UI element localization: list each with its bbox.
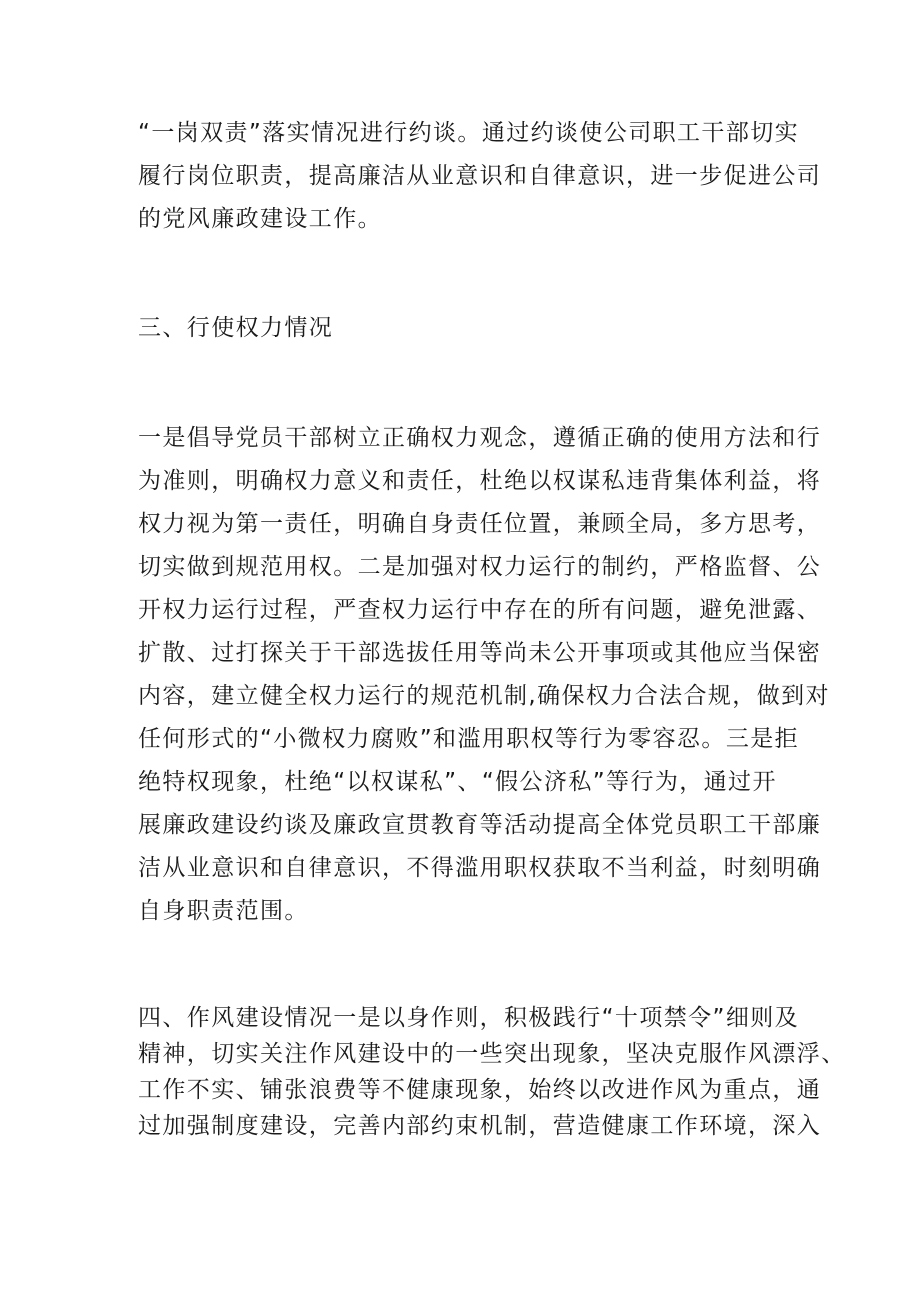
section-4-line-4: 过加强制度建设，完善内部约束机制，营造健康工作环境，深入	[138, 1113, 822, 1139]
section-4-line-2: 精神，切实关注作风建设中的一些突出现象，坚决克服作风漂浮、	[138, 1041, 846, 1067]
section-4-line-1: 四、作风建设情况一是以身作则，积极践行“十项禁令”细则及	[138, 1005, 800, 1031]
section-3-line-4: 切实做到规范用权。二是加强对权力运行的制约，严格监督、公	[138, 554, 822, 580]
section-3-line-8: 任何形式的“小微权力腐败”和滥用职权等行为零容忍。三是拒	[138, 726, 800, 752]
paragraph-1-line-3: 的党风廉政建设工作。	[138, 206, 382, 232]
paragraph-1-line-2: 履行岗位职责，提高廉洁从业意识和自律意识，进一步促进公司	[138, 163, 822, 189]
section-3-line-1: 一是倡导党员干部树立正确权力观念，遵循正确的使用方法和行	[138, 425, 822, 451]
section-3-line-6: 扩散、过打探关于干部选拔任用等尚未公开事项或其他应当保密	[138, 640, 822, 666]
paragraph-1-line-1: “一岗双责”落实情况进行约谈。通过约谈使公司职工干部切实	[138, 120, 800, 146]
section-3-line-12: 自身职责范围。	[138, 898, 309, 924]
section-3-line-5: 开权力运行过程，严查权力运行中存在的所有问题，避免泄露、	[138, 597, 822, 623]
section-4-line-3: 工作不实、铺张浪费等不健康现象，始终以改进作风为重点，通	[138, 1077, 822, 1103]
section-3-line-10: 展廉政建设约谈及廉政宣贯教育等活动提高全体党员职工干部廉	[138, 812, 822, 838]
section-3-line-9: 绝特权现象，杜绝“以权谋私”、“假公济私”等行为，通过开	[138, 769, 777, 795]
section-3-line-7: 内容，建立健全权力运行的规范机制,确保权力合法合规，做到对	[138, 683, 830, 709]
section-3-line-3: 权力视为第一责任，明确自身责任位置，兼顾全局，多方思考，	[138, 511, 822, 537]
section-3-heading: 三、行使权力情况	[138, 315, 334, 341]
section-3-line-11: 洁从业意识和自律意识，不得滥用职权获取不当利益，时刻明确	[138, 855, 822, 881]
section-3-line-2: 为准则，明确权力意义和责任，杜绝以权谋私违背集体利益，将	[138, 468, 822, 494]
